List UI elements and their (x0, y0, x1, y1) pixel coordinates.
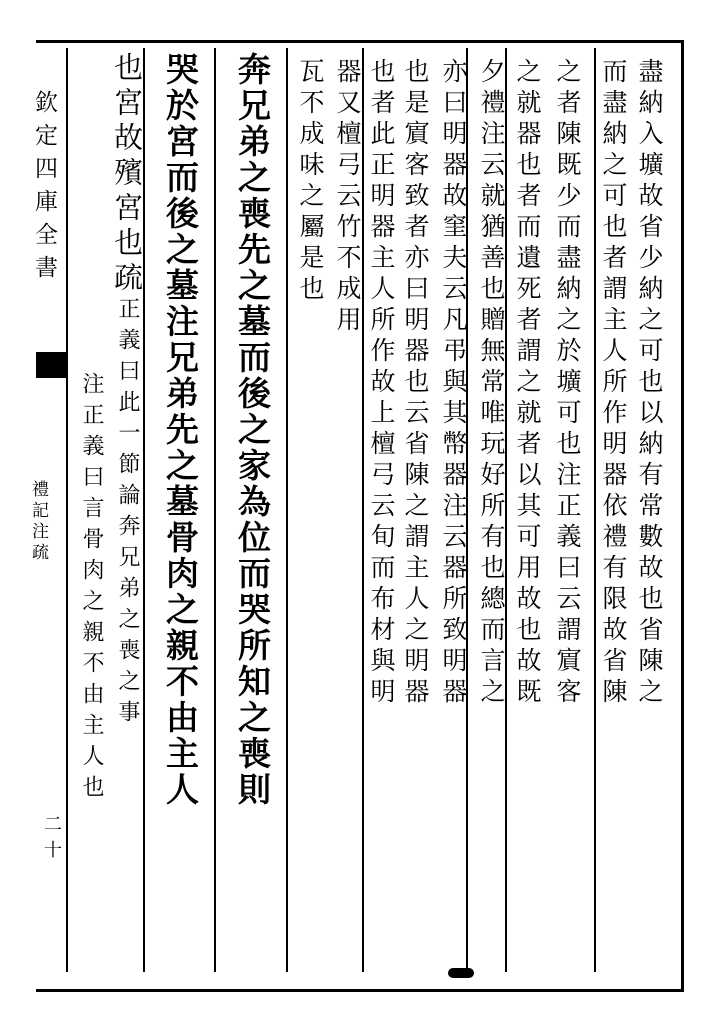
text-column: 之就器也者而遺死者謂之就者以其可用故也故既 (513, 58, 542, 709)
main-text-column: 哭於宮而後之墓注兄弟先之墓骨肉之親不由主人 (161, 52, 200, 808)
text-column: 器又檀弓云竹不成用 (333, 58, 362, 337)
commentary-column: 注正義曰言骨肉之親不由主人也 (79, 372, 104, 806)
main-text-column: 奔兄弟之喪先之墓而後之家為位而哭所知之喪則 (233, 52, 272, 808)
main-text-segment: 也宮故殯宮也疏 (110, 52, 144, 297)
column-rule (66, 48, 68, 972)
column-rule (214, 48, 216, 972)
section-title: 禮記注疏 (28, 480, 48, 564)
text-column: 也是賔客致者亦曰明器也云省陳之謂主人之明器 (401, 58, 430, 709)
seal-mark (448, 968, 474, 978)
page-number: 二十 (44, 814, 62, 861)
column-rule (286, 48, 288, 972)
commentary-segment: 正義曰此一節論奔兄弟之喪之事 (115, 297, 140, 731)
text-column: 盡納入壙故省少納之可也以納有常數故也省陳之 (635, 58, 664, 709)
text-column: 亦曰明器故窐夫云凡弔與其幣器注云器所致明器 (439, 58, 468, 709)
text-column: 也者此正明器主人所作故上檀弓云旬而布材與明 (367, 58, 396, 709)
text-column: 之者陳既少而盡納之於壙可也注正義曰云謂賔客 (553, 58, 582, 709)
text-column: 夕禮注云就猶善也贈無常唯玩好所有也總而言之 (477, 58, 506, 709)
text-column: 而盡納之可也者謂主人所作明器依禮有限故省陳 (599, 58, 628, 709)
mixed-text-column (110, 52, 144, 968)
book-title: 欽定四庫全書 (31, 90, 57, 288)
text-column: 瓦不成味之屬是也 (296, 58, 325, 306)
